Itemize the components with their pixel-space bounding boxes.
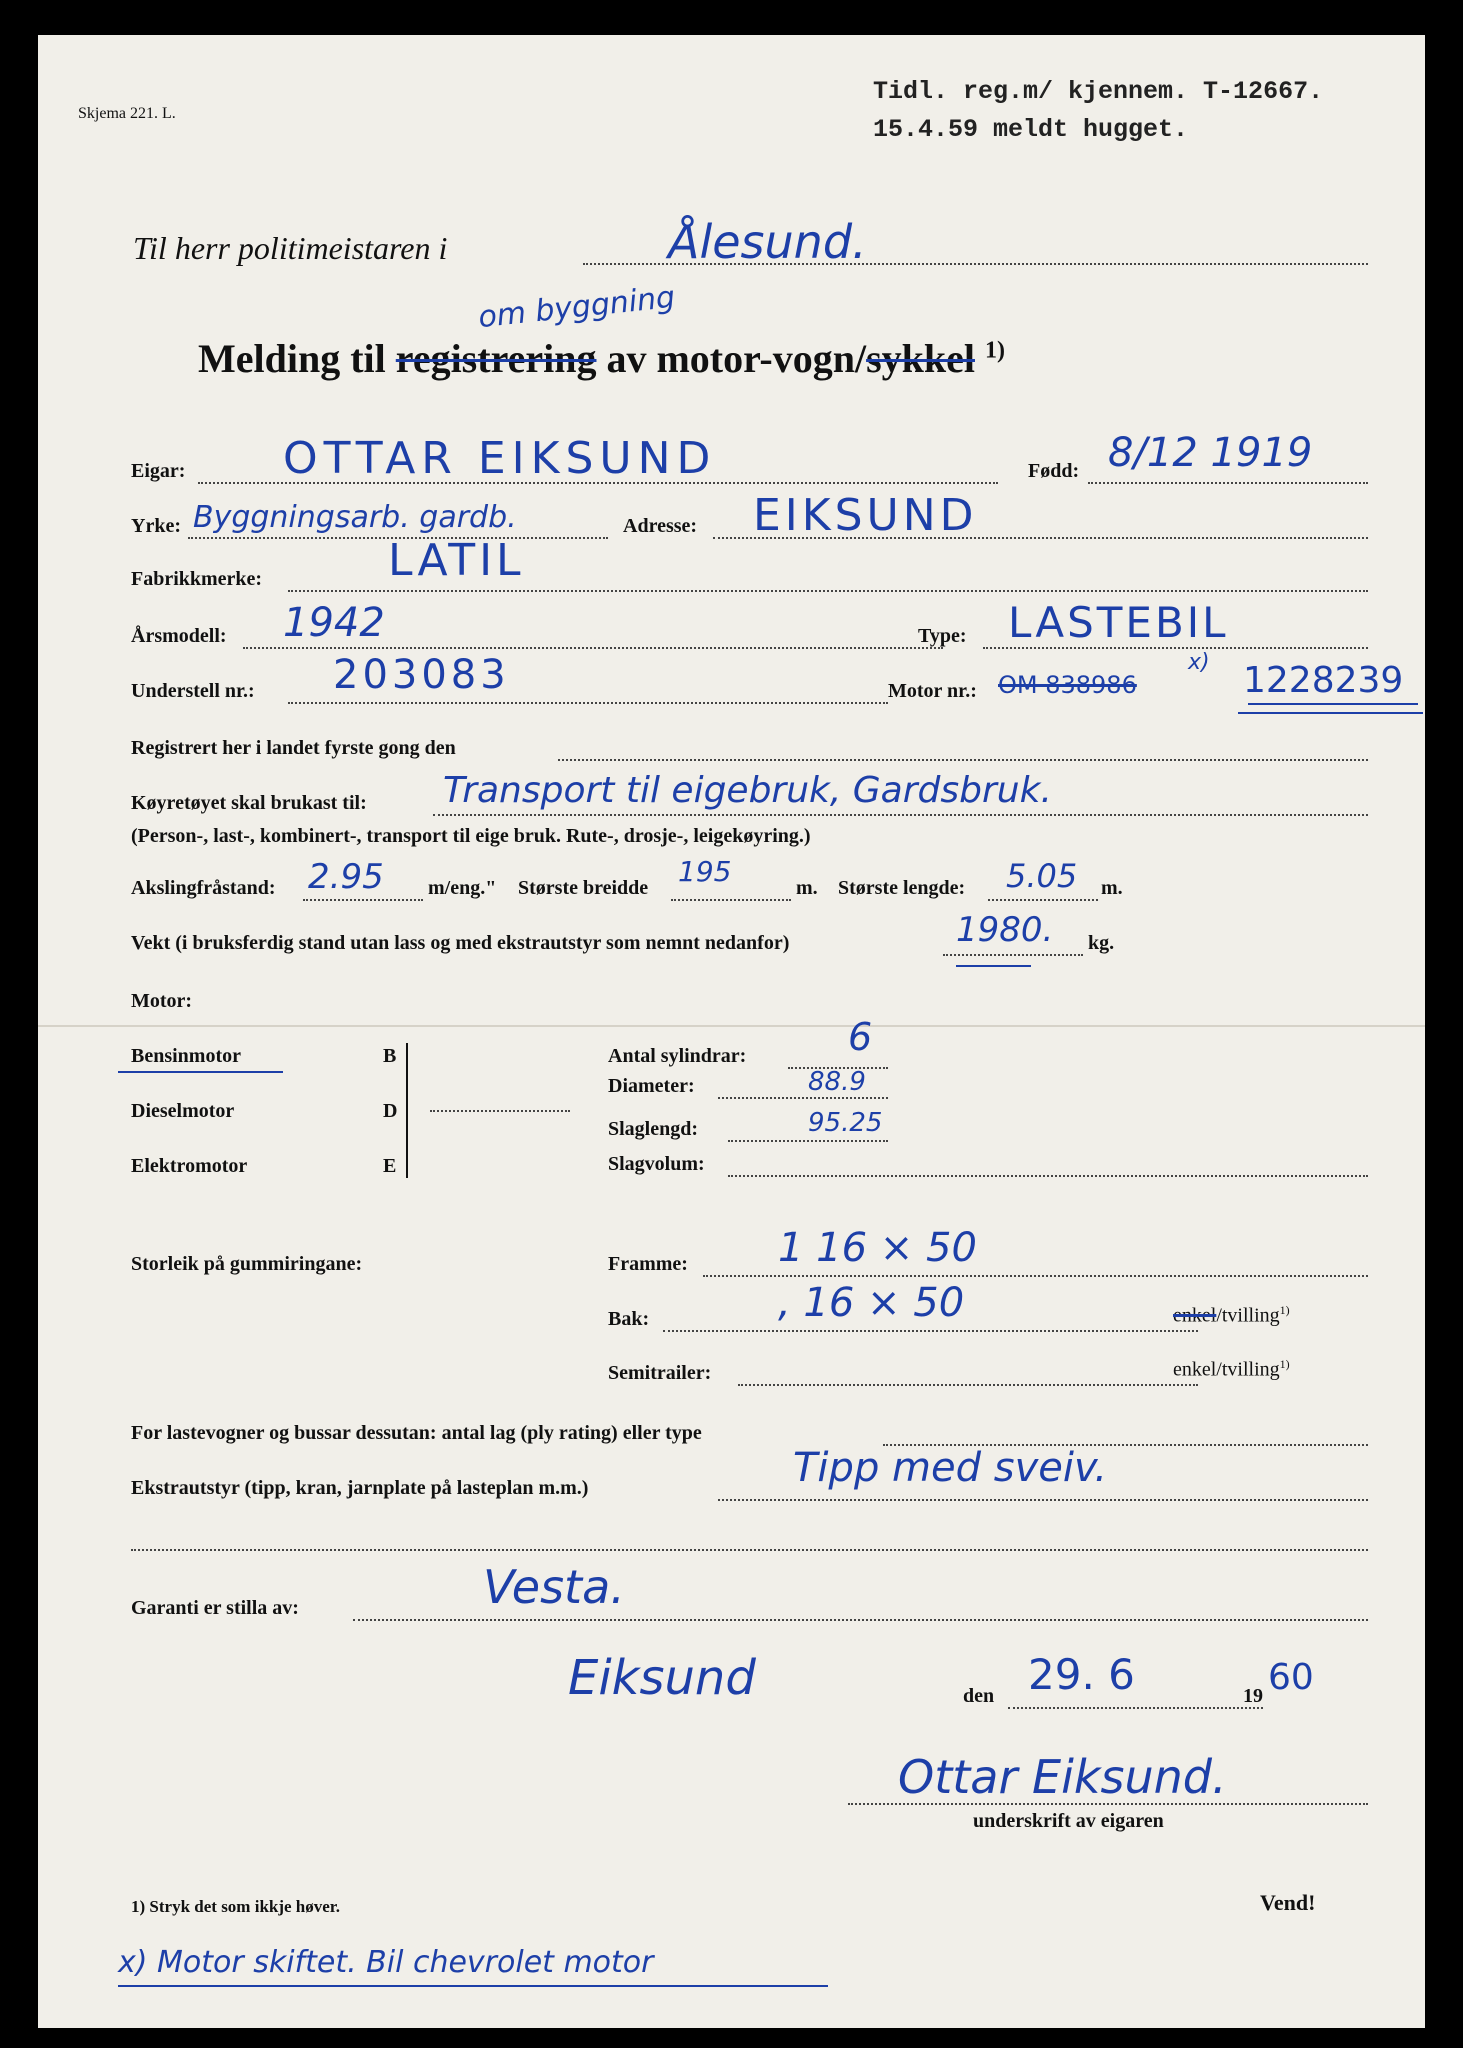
date-line <box>1008 1707 1263 1709</box>
garanti-value: Vesta. <box>483 1560 625 1614</box>
spec-diameter-value: 88.9 <box>808 1067 866 1097</box>
arsmodell-label: Årsmodell: <box>131 625 227 647</box>
arsmodell-value: 1942 <box>283 600 385 646</box>
tyres-semitrailer-fn: 1) <box>1279 1357 1290 1371</box>
spec-slaglengd-label: Slaglengd: <box>608 1118 699 1140</box>
spec-slaglengd-line <box>728 1140 888 1142</box>
understell-label: Understell nr.: <box>131 680 255 702</box>
tyres-framme-value: 1 16 × 50 <box>778 1225 977 1271</box>
eigar-label: Eigar: <box>131 460 186 482</box>
bruk-line <box>433 814 1368 816</box>
fodd-line <box>1088 482 1368 484</box>
ekstrautstyr-line <box>718 1499 1368 1501</box>
vend: Vend! <box>1260 1890 1316 1915</box>
place-value: Eiksund <box>568 1650 756 1706</box>
aksling-value: 2.95 <box>308 857 384 897</box>
arsmodell-line <box>243 647 943 649</box>
vekt-label: Vekt (i bruksferdig stand utan lass og med ekstrautstyr som nemnt nedanfor) <box>131 932 790 954</box>
aksling-line <box>303 899 423 901</box>
spec-sylindrar-value: 6 <box>848 1015 873 1059</box>
motor-brace <box>406 1043 408 1178</box>
date-year-prefix: 19 <box>1243 1685 1263 1707</box>
motor-label: Motor: <box>131 990 193 1012</box>
tyres-bak-suffix <box>1173 1303 1290 1328</box>
tyres-semitrailer-suffix <box>1173 1357 1290 1382</box>
tyres-framme-label: Framme: <box>608 1253 688 1275</box>
typed-note-line1: Tidl. reg.m/ kjennem. T-12667. <box>873 77 1324 106</box>
registrert-label: Registrert her i landet fyrste gong den <box>131 737 456 759</box>
vekt-unit: kg. <box>1088 932 1115 954</box>
tyres-semitrailer-suffix-text: enkel/tvilling <box>1173 1358 1280 1381</box>
fabrikkmerke-label: Fabrikkmerke: <box>131 568 263 590</box>
title-struck2: sykkel <box>866 336 975 381</box>
spec-diameter-line <box>718 1097 888 1099</box>
footnote: 1) Stryk det som ikkje høver. <box>131 1897 341 1916</box>
motor-nr-struck: OM 838986 <box>998 671 1137 699</box>
form-id: Skjema 221. L. <box>78 105 176 122</box>
motor-brace-line <box>430 1110 570 1112</box>
motor-nr-underline <box>1248 703 1418 705</box>
adresse-label: Adresse: <box>623 515 698 537</box>
signature-line <box>848 1803 1368 1805</box>
ekstrautstyr-label: Ekstrautstyr (tipp, kran, jarnplate på lasteplan m.m.) <box>131 1477 589 1499</box>
bruk-hint: (Person-, last-, kombinert-, transport til eige bruk. Rute-, drosje-, leigekøyring.) <box>131 825 811 847</box>
motor-type-e: Elektromotor <box>131 1155 248 1177</box>
signature-value: Ottar Eiksund. <box>898 1750 1227 1804</box>
breidde-line <box>671 899 791 901</box>
spec-slagvolum-line <box>728 1175 1368 1177</box>
date-den: den <box>963 1685 995 1707</box>
understell-value: 203083 <box>333 652 510 698</box>
vekt-underline <box>956 965 1031 967</box>
tyres-label: Storleik på gummiringane: <box>131 1253 363 1275</box>
date-day: 29. 6 <box>1028 1650 1135 1699</box>
ekstrautstyr-line2 <box>131 1549 1368 1551</box>
tyres-semitrailer-line <box>738 1384 1198 1386</box>
motor-code-d: D <box>383 1100 398 1122</box>
yrke-label: Yrke: <box>131 515 181 537</box>
addressee-value: Ålesund. <box>668 215 867 269</box>
type-value: LASTEBIL <box>1008 598 1229 647</box>
fodd-value: 8/12 1919 <box>1108 430 1313 476</box>
spec-sylindrar-label: Antal sylindrar: <box>608 1045 747 1067</box>
breidde-unit: m. <box>796 877 818 899</box>
tyres-bak-struck: enkel <box>1173 1304 1217 1327</box>
tyres-bak-label: Bak: <box>608 1308 650 1330</box>
title-inserted: om byggning <box>476 279 677 336</box>
breidde-value: 195 <box>678 855 732 888</box>
breidde-label: Største breidde <box>518 877 649 899</box>
tyres-bak-line <box>663 1330 1198 1332</box>
adresse-value: EIKSUND <box>753 490 978 541</box>
fold-line <box>38 1025 1425 1027</box>
motor-nr-underline2 <box>1238 712 1423 714</box>
bensin-underline <box>118 1071 283 1073</box>
aksling-unit: m/eng." <box>428 877 497 899</box>
registrert-line <box>558 759 1368 761</box>
spec-slagvolum-label: Slagvolum: <box>608 1153 705 1175</box>
motor-code-e: E <box>383 1155 397 1177</box>
fabrikkmerke-line <box>288 590 1368 592</box>
title-footnote: 1) <box>985 337 1005 364</box>
garanti-label: Garanti er stilla av: <box>131 1597 299 1619</box>
garanti-line <box>353 1619 1368 1621</box>
ekstrautstyr-value: Tipp med sveiv. <box>793 1445 1108 1491</box>
tyres-semitrailer-label: Semitrailer: <box>608 1362 712 1384</box>
spec-slaglengd-value: 95.25 <box>808 1108 883 1138</box>
motor-type-d: Dieselmotor <box>131 1100 235 1122</box>
lengde-unit: m. <box>1101 877 1123 899</box>
addressee-label: Til herr politimeistaren i <box>133 230 448 266</box>
tyres-bak-value: , 16 × 50 <box>778 1280 965 1326</box>
type-label: Type: <box>918 625 967 647</box>
understell-line <box>288 702 888 704</box>
typed-note-line2: 15.4.59 meldt hugget. <box>873 115 1189 144</box>
handnote: x) Motor skiftet. Bil chevrolet motor <box>118 1945 654 1980</box>
motor-type-b: Bensinmotor <box>131 1045 241 1067</box>
spec-diameter-label: Diameter: <box>608 1075 695 1097</box>
tyres-bak-fn: 1) <box>1279 1303 1290 1317</box>
lengde-line <box>988 899 1098 901</box>
tyres-framme-line <box>703 1275 1368 1277</box>
motor-code-b: B <box>383 1045 397 1067</box>
lengde-label: Største lengde: <box>838 877 966 899</box>
bruk-value: Transport til eigebruk, Gardsbruk. <box>443 770 1052 811</box>
vekt-line <box>943 954 1083 956</box>
motor-nr-marker: x) <box>1188 650 1210 675</box>
yrke-value: Byggningsarb. gardb. <box>193 500 517 535</box>
vekt-value: 1980. <box>956 910 1054 950</box>
lengde-value: 5.05 <box>1006 857 1078 895</box>
eigar-value: OTTAR EIKSUND <box>283 433 717 484</box>
bruk-label: Køyretøyet skal brukast til: <box>131 792 367 814</box>
handnote-underline <box>118 1985 828 1987</box>
title-prefix: Melding til <box>198 336 386 381</box>
form-sheet <box>38 35 1425 2028</box>
title-middle: av motor-vogn/ <box>606 336 867 381</box>
aksling-label: Akslingfråstand: <box>131 877 276 899</box>
signature-label: underskrift av eigaren <box>973 1810 1164 1832</box>
title-struck: registrering <box>395 336 597 381</box>
fodd-label: Fødd: <box>1028 460 1080 482</box>
tyres-bak-suffix-text: /tvilling <box>1216 1304 1280 1327</box>
title <box>198 335 1005 382</box>
fabrikkmerke-value: LATIL <box>388 535 525 586</box>
motor-nr-value: 1228239 <box>1243 660 1404 701</box>
motor-nr-label: Motor nr.: <box>888 680 977 702</box>
type-line <box>983 647 1368 649</box>
ply-label: For lastevogner og bussar dessutan: antal lag (ply rating) eller type <box>131 1422 702 1444</box>
date-year-suffix: 60 <box>1268 1657 1314 1698</box>
